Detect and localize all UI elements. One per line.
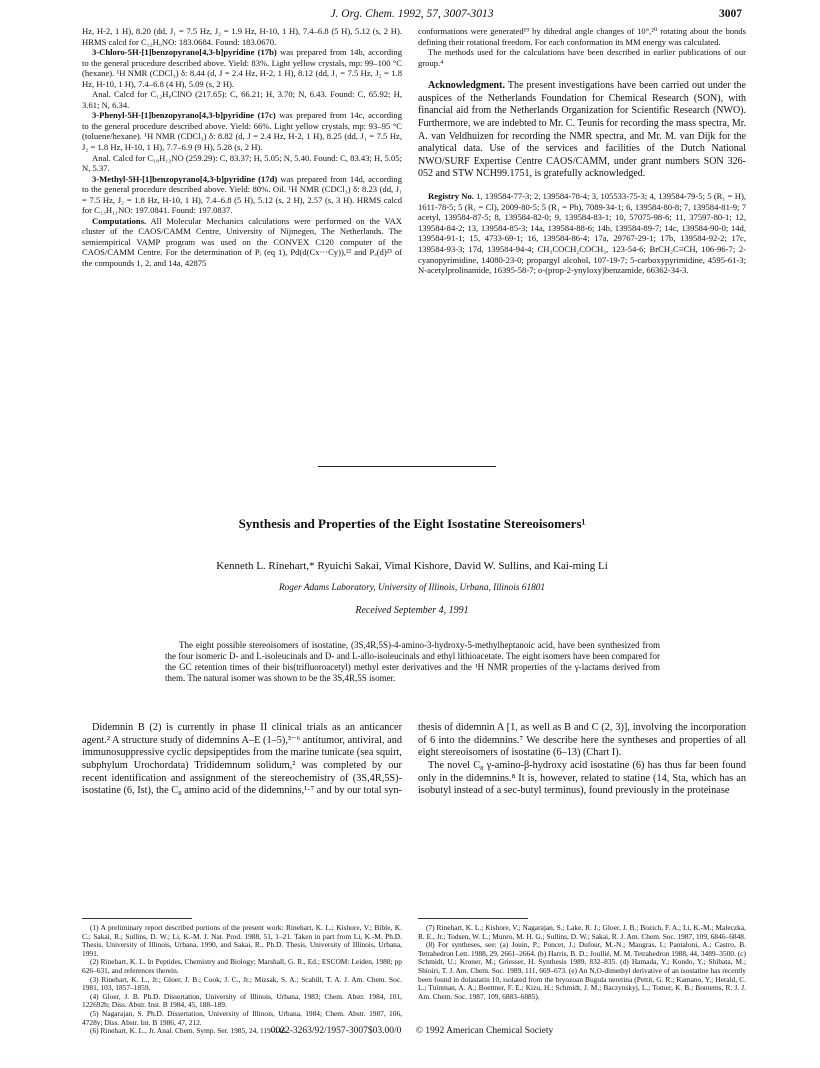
experimental-paragraph: Computations. All Molecular Mechanics calculations were performed on the VAX cluster of the CAOS/CAMM Centre, University of Nijmegen, The Netherlands. The semiempirical VAMP program was used on the CONVEX C120 computer of the CAOS/CAMM Centre. For the determination of Pᵢ (eq 1), Pd(d(Cx···Cy)),²² and Pₐ(d)²³ of the compounds 1, 2, and 14a, 42875 — [82, 215, 402, 269]
experimental-paragraph: 3-Chloro-5H-[1]benzopyrano[4,3-b]pyridine (17b) was prepared from 14b, according to the general procedure described above. Yield: 83%. Light yellow crystals, mp: 99–100 °C (hexane). ¹H NMR (CDCl₃) δ: 8.44 (d, J = 2.4 Hz, H-2, 1 H), 8.12 (dd, J₁ = 7.5 Hz, J₂ = 1.8 Hz, H-10, 1 H), 7.4–6.8 (4 H), 5.09 (s, 2 H). — [82, 47, 402, 89]
footnotes-right — [418, 924, 746, 1001]
computation-paragraph: The methods used for the calculations have been described in earlier publications of our group.⁴ — [418, 47, 746, 68]
experimental-paragraph: 3-Phenyl-5H-[1]benzopyrano[4,3-b]pyridine (17c) was prepared from 14c, according to the general procedure described above. Yield: 66%. Light yellow crystals, mp: 93–95 °C (toluene/hexane). ¹H NMR (CDCl₃) δ: 8.82 (d, J = 2.4 Hz, H-2, 1 H), 8.25 (dd, J₁ = 7.5 Hz, J₂ = 1.8 Hz, H-10, 1 H), 7.7–6.9 (9 H), 5.28 (s, 2 H). — [82, 110, 402, 153]
introduction-left — [82, 722, 402, 798]
compound-heading: 3-Chloro-5H-[1]benzopyrano[4,3-b]pyridine (17b) — [92, 47, 277, 58]
experimental-paragraph: Anal. Calcd for C₁₂H₈ClNO (217.65): C, 66.21; H, 3.70; N, 6.43. Found: C, 65.92; H, 3.61; N, 6.34. — [82, 89, 402, 110]
compound-heading: 3-Phenyl-5H-[1]benzopyrano[4,3-b]pyridine (17c) — [92, 110, 276, 121]
abstract-text: The eight possible stereoisomers of isostatine, (3S,4R,5S)-4-amino-3-hydroxy-5-methylheptanoic acid, have been synthesized from the four isomeric D- and L-isoleucinals and D- and L-allo-isoleucinals and ethyl lithioacetate. The eight isomers have been compared for the GC retention times of their bis(trifluoroacetyl) methyl ester derivatives and the ¹H NMR properties of the γ-lactams derived from them. The natural isomer was shown to be the 3S,4R,5S isomer. — [165, 640, 660, 683]
footnotes-left — [82, 924, 402, 1036]
experimental-paragraph: Hz, H-2, 1 H), 8.20 (dd, J₁ = 7.5 Hz, J₂ = 1.9 Hz, H-10, 1 H), 7.4–6.8 (5 H), 5.12 (s, 2 H). HRMS calcd for C₁₂H₉NO: 183.0684. Found: 183.0670. — [82, 26, 402, 47]
registry-numbers: Registry No. 1, 139584-77-3; 2, 139584-78-4; 3, 105533-75-3; 4, 139584-79-5; 5 (R₁ = H), 1611-78-5; 5 (R₁ = Cl), 2009-80-5; 5 (R₁ = Ph), 7089-34-1; 6, 139584-80-8; 7, 139584-81-9; 7 acetyl, 139584-87-5; 8, 139584-82-0; 9, 139584-83-1; 10, 57075-98-6; 11, 37597-80-1; 12, 139584-84-2; 13, 139584-85-3; 14a, 139584-88-6; 14b, 139584-89-7; 14c, 139584-90-0; 14d, 139584-91-1; 15, 4733-69-1; 16, 139584-86-4; 17a, 29767-29-1; 17b, 139584-92-2; 17c, 139584-93-3; 17d, 139584-94-4; CH₃COCH₂COCH₃, 123-54-6; BrCH₂C≡CH, 106-96-7; 2-cyanopyrimidine, 14080-23-0; propargyl alcohol, 107-19-7; 5-carboxypyrimidine, 4595-61-3; N-acetylprolinamide, 16395-58-7; o-(prop-2-ynyloxy)benzamide, 66362-34-3. — [418, 190, 746, 276]
section-divider — [318, 466, 496, 467]
footnote: (5) Nagarajan, S. Ph.D. Dissertation, University of Illinois, Urbana, 1984; Chem. Abstr. 1987, 106, 4728y; Diss. Abstr. Int. B 1986, 47, 212. — [82, 1008, 402, 1027]
acknowledgment: Acknowledgment. The present investigations have been carried out under the auspices of the Netherlands Foundation for Chemical Research (SON), with financial aid from the Netherlands Organization for Scientific Research (NWO). Furthermore, we are indebted to Mr. C. Teunis for recording the mass spectra, Mr. A. van Veldhuizen for recording the NMR spectra, and Mr. M. van Dijk for the analytical data. Use of the services and facilities of the Dutch National NWO/SURF Expertise Centre CAOS/CAMM, under grant numbers SON 326-052 and STW NCH99.1751, is gratefully acknowledged. — [418, 80, 746, 180]
footnote: (3) Rinehart, K. L., Jr.; Gloer, J. B.; Cook, J. C., Jr.; Mizsak, S. A.; Scahill, T. A. J. Am. Chem. Soc. 1981, 103, 1857–1859. — [82, 974, 402, 993]
compound-heading: 3-Methyl-5H-[1]benzopyrano[4,3-b]pyridine (17d) — [92, 173, 278, 184]
received-date: Received September 4, 1991 — [355, 605, 469, 616]
article-affiliation: Roger Adams Laboratory, University of Illinois, Urbana, Illinois 61801 — [278, 583, 546, 593]
copyright: © 1992 American Chemical Society — [415, 1026, 554, 1036]
body-paragraph: thesis of didemnin A [1, as well as B and C (2, 3)], involving the incorporation of 6 into the didemnins.⁷ We describe here the syntheses and properties of all eight stereoisomers of isostatine (6–13) (Chart I). — [418, 722, 746, 759]
acknowledgment-heading: Acknowledgment. — [428, 80, 505, 92]
page-number: 3007 — [719, 8, 742, 20]
article-code: 0022-3263/92/1957-3007$03.00/0 — [270, 1026, 402, 1036]
footnote: (6) Rinehart, K. L., Jr. Anal. Chem. Symp. Ser. 1985, 24, 119–146. — [90, 1026, 288, 1036]
footnote-divider — [82, 918, 192, 919]
footnote: (2) Rinehart, K. L. In Peptides, Chemistry and Biology; Marshall, G. R., Ed.; ESCOM: Leiden, 1988; pp 626–631, and references therein. — [82, 957, 402, 975]
conclusion-column — [418, 26, 746, 276]
experimental-column — [82, 26, 402, 269]
body-paragraph: Didemnin B (2) is currently in phase II clinical trials as an anticancer agent.² A structure study of didemnins A–E (1–5),³⁻⁶ antitumor, antiviral, and immunosuppressive cyclic depsipeptides from the marine tunicate (sea squirt, subphylum Urochordata) Trididemnum solidum,² was completed by our recent identification and assignment of the stereochemistry of (3S,4R,5S)-isostatine (6, Ist), the C₈ amino acid of the didemnins,¹·⁷ and by our total syn- — [82, 722, 402, 797]
footnote: (4) Gloer, J. B. Ph.D. Dissertation, University of Illinois, Urbana, 1983; Chem. Abstr. 1984, 101, 122692b; Diss. Abstr. Inst. B 1984, 45, 188–189. — [82, 991, 402, 1010]
footnote: (1) A preliminary report described portions of the present work: Rinehart, K. L.; Kishore, V.; Bible, K. C.; Sakai, R.; Sullins, D. W.; Li, K.-M. J. Nat. Prod. 1988, 51, 1–21. Taken in part from Li, K.-M. Ph.D. Thesis, University of Illinois, Urbana, 1990, and Sakai, R., Ph.D. Thesis, University of Illinois, Urbana, 1991. — [82, 923, 402, 958]
computation-paragraph: conformations were generated¹⁹ by dihedral angle changes of 10°,²⁰ rotating about the bonds defining their rotational freedom. For each conformation its MM energy was calculated. — [418, 26, 746, 47]
footnote-divider — [418, 918, 528, 919]
experimental-paragraph: Anal. Calcd for C₁₈H₁₃NO (259.29): C, 83.37; H, 5.05; N, 5.40. Found: C, 83.43; H, 5.05; N, 5.37. — [82, 152, 402, 174]
abstract — [165, 640, 660, 684]
article-authors: Kenneth L. Rinehart,* Ryuichi Sakai, Vimal Kishore, David W. Sullins, and Kai-ming Li — [216, 560, 608, 572]
introduction-right — [418, 722, 746, 798]
footnote: (8) For syntheses, see: (a) Jouin, P.; Poncet, J.; Dufour, M.-N.; Maugras, I.; Pantaloni, A.; Castro, B. Tetrahedron Lett. 1988, 29, 2661–2664. (b) Harris, B. D.; Joullié, M. M. Tetrahedron 1988, 44, 3489–3500. (c) Schmidt, U.; Kroner, M.; Griesser, H. Synthesis 1989, 832–835. (d) Hamada, Y.; Kondo, Y.; Shibata, M.; Shioiri, T. J. Am. Chem. Soc. 1989, 111, 669–673. (e) An N,O-dimethyl derivative of an isostatine has recently been found in dolastatin 10, isolated from the bryozoan Bugula neretina (Pettit, G. R.; Kamano, Y.; Herald, C. L.; Tuinman, A. A.; Boettner, F. E.; Kizu, H.; Schmidt, J. M.; Baczynskyj, L.; Tomer, K. B.; Bontems, R. J. J. Am. Chem. Soc. 1987, 109, 6883–6885). — [418, 940, 746, 1001]
footnote: (7) Rinehart, K. L.; Kishore, V.; Nagarajan, S.; Lake, R. J.; Gloer, J. B.; Bozich, F. A.; Li, K.-M.; Maleczka, R. E., Jr.; Todsen, W. L.; Munro, M. H. G.; Sullins, D. W.; Sakai, R. J. Am. Chem. Soc. 1987, 109, 6846–6848. — [418, 923, 746, 941]
article-title: Synthesis and Properties of the Eight Isostatine Stereoisomers¹ — [238, 516, 586, 531]
experimental-paragraph: 3-Methyl-5H-[1]benzopyrano[4,3-b]pyridine (17d) was prepared from 14d, according to the general procedure described above. Yield: 80%. Oil. ¹H NMR (CDCl₃) δ: 8.23 (dd, J₁ = 7.5 Hz, J₂ = 1.8 Hz, H-10, 1 H), 7.4–6.8 (5 H), 5.12 (s, 2 H), 2.57 (s, 3 H). HRMS calcd for C₁₃H₁₁NO: 197.0841. Found: 197.0837. — [82, 173, 402, 216]
body-paragraph: The novel C₈ γ-amino-β-hydroxy acid isostatine (6) has thus far been found only in the didemnins.⁸ It is, however, related to statine (14, Sta, which has an isobutyl instead of a sec-butyl terminus), found previously in the proteinase — [418, 759, 746, 797]
section-heading: Computations. — [92, 215, 147, 226]
page-footer — [82, 1026, 742, 1036]
running-header — [82, 8, 742, 26]
registry-heading: Registry No. — [428, 190, 474, 201]
journal-citation: J. Org. Chem. 1992, 57, 3007-3013 — [330, 8, 494, 20]
